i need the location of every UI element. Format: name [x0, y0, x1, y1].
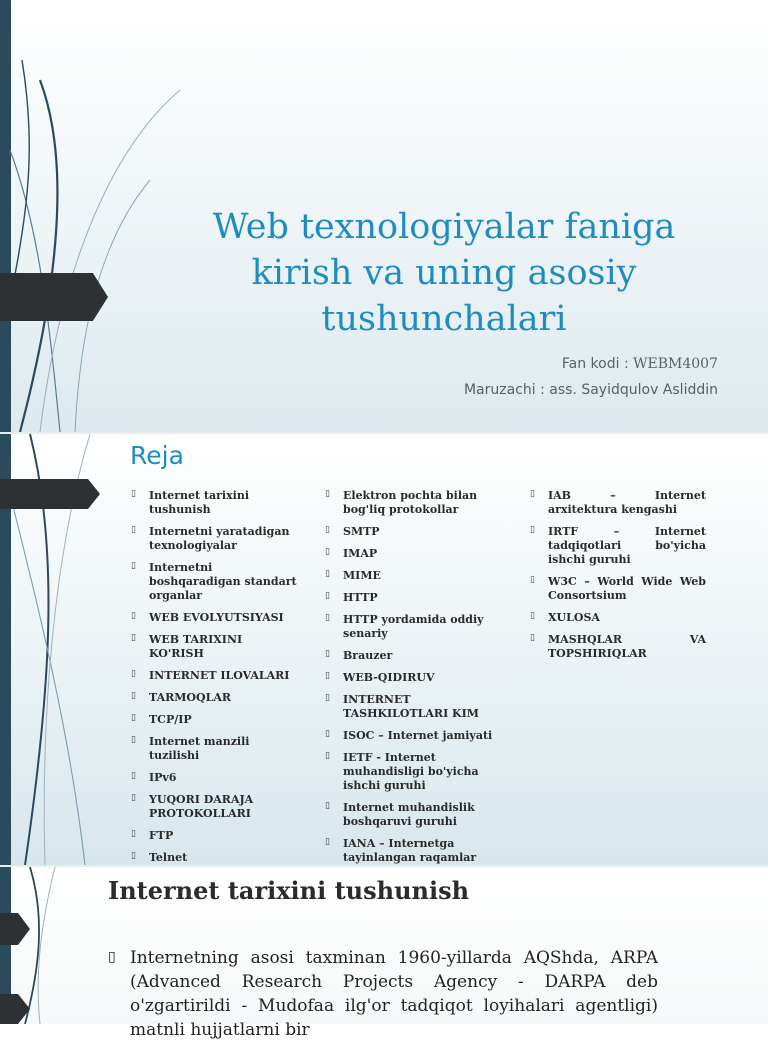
presenter-line: Maruzachi : ass. Sayidqulov Asliddin — [463, 382, 718, 398]
bullet-marker: ▯ — [131, 829, 136, 839]
bullet-marker: ▯ — [325, 693, 330, 703]
plan-list-item-text: Telnet — [149, 851, 188, 864]
plan-list-item-text: Internet manzili tuzilishi — [149, 735, 250, 762]
bullet-marker: ▯ — [325, 591, 330, 601]
plan-list-item-text: YUQORI DARAJA PROTOKOLLARI — [149, 793, 254, 820]
plan-list-item — [323, 649, 495, 663]
plan-list-item — [323, 547, 495, 561]
plan-list-item — [129, 561, 299, 603]
plan-list-item-text: XULOSA — [548, 611, 600, 624]
section-body-text: Internetning asosi taxminan 1960-yillarda AQShda, ARPA (Advanced Research Projects Agency - DARPA deb o'zgartirildi - Mudofaa ilg'or tadqiqot loyihalari agentligi) matnli hujjatlarni bir — [130, 948, 658, 1040]
plan-list-item-text: SMTP — [343, 525, 380, 538]
plan-list-column-2 — [323, 489, 495, 887]
bullet-marker: ▯ — [131, 611, 136, 621]
plan-list-item-text: IANA – Internetga tayinlangan raqamlar — [343, 837, 477, 864]
bullet-marker: ▯ — [325, 649, 330, 659]
bullet-marker: ▯ — [131, 713, 136, 723]
plan-list-item — [129, 525, 299, 553]
bullet-marker: ▯ — [131, 633, 136, 643]
plan-list-item-text: MASHQLAR VA TOPSHIRIQLAR — [548, 633, 706, 660]
plan-list-item — [528, 489, 706, 517]
plan-list-item-text: TARMOQLAR — [149, 691, 232, 704]
bullet-marker: ▯ — [325, 729, 330, 739]
plan-list-item-text: WEB EVOLYUTSIYASI — [149, 611, 284, 624]
plan-list-item-text: WEB TARIXINI KO'RISH — [149, 633, 243, 660]
section-title: Internet tarixini tushunish — [108, 876, 470, 905]
plan-list-column-3 — [528, 489, 706, 669]
plan-list-item — [528, 633, 706, 661]
plan-list-item-text: Internetni yaratadigan texnologiyalar — [149, 525, 290, 552]
bullet-marker: ▯ — [530, 575, 535, 585]
plan-list-item — [129, 793, 299, 821]
plan-list-column-1 — [129, 489, 299, 873]
content-slide — [0, 867, 768, 1040]
plan-list-item-text: Brauzer — [343, 649, 393, 662]
bullet-marker: ▯ — [530, 525, 535, 535]
plan-list-item — [129, 633, 299, 661]
plan-list-item — [129, 691, 299, 705]
course-code: WEBM4007 — [633, 356, 718, 372]
plan-list-item-text: IRTF – Internet tadqiqotlari bo'yicha ishchi guruhi — [548, 525, 706, 566]
presentation-title: Web texnologiyalar faniga kirish va uning asosiy tushunchalari — [212, 207, 676, 339]
plan-slide — [0, 434, 768, 865]
plan-list-item-text: INTERNET ILOVALARI — [149, 669, 290, 682]
bullet-marker: ▯ — [530, 633, 535, 643]
plan-list-item — [323, 751, 495, 793]
plan-list-item — [323, 525, 495, 539]
bullet-marker: ▯ — [131, 669, 136, 679]
bullet-marker: ▯ — [131, 691, 136, 701]
plan-list-item — [323, 693, 495, 721]
bullet-marker: ▯ — [325, 525, 330, 535]
course-code-line — [562, 356, 718, 372]
bullet-marker: ▯ — [325, 837, 330, 847]
plan-list-item — [129, 489, 299, 517]
plan-list-item-text: Internet muhandislik boshqaruvi guruhi — [343, 801, 475, 828]
plan-list-item — [528, 525, 706, 567]
plan-list-item-text: Internetni boshqaradigan standart organlar — [149, 561, 297, 602]
plan-list-item-text: INTERNET TASHKILOTLARI KIM — [343, 693, 479, 720]
plan-list-item — [129, 851, 299, 865]
bullet-marker: ▯ — [131, 525, 136, 535]
dark-tab-marker — [0, 479, 100, 509]
plan-list-item — [323, 801, 495, 829]
bullet-marker: ▯ — [325, 801, 330, 811]
bullet-marker: ▯ — [325, 547, 330, 557]
plan-list-item — [323, 489, 495, 517]
plan-list-item-text: IETF - Internet muhandisligi bo'yicha ishchi guruhi — [343, 751, 479, 792]
plan-list-item-text: IAB – Internet arxitektura kengashi — [548, 489, 706, 516]
bullet-marker: ▯ — [325, 671, 330, 681]
bullet-marker: ▯ — [131, 771, 136, 781]
plan-list-item-text: ISOC – Internet jamiyati — [343, 729, 493, 742]
plan-list-item — [323, 613, 495, 641]
plan-list-item-text: WEB-QIDIRUV — [343, 671, 435, 684]
plan-list-item — [323, 671, 495, 685]
bullet-marker: ▯ — [131, 851, 136, 861]
bullet-marker: ▯ — [530, 489, 535, 499]
plan-list-item-text: MIME — [343, 569, 381, 582]
dark-tab-marker — [0, 273, 108, 321]
plan-list-item — [528, 575, 706, 603]
plan-list-item-text: Internet tarixini tushunish — [149, 489, 250, 516]
bullet-marker: ▯ — [325, 489, 330, 499]
bullet-marker: ▯ — [325, 613, 330, 623]
course-code-label: Fan kodi : — [561, 356, 634, 372]
bullet-marker: ▯ — [108, 949, 116, 965]
plan-list-item-text: HTTP — [343, 591, 378, 604]
bullet-marker: ▯ — [131, 489, 136, 499]
bullet-marker: ▯ — [131, 793, 136, 803]
plan-list-item-text: FTP — [149, 829, 174, 842]
bullet-marker: ▯ — [325, 751, 330, 761]
plan-list-item-text: HTTP yordamida oddiy senariy — [343, 613, 484, 640]
bullet-marker: ▯ — [325, 569, 330, 579]
plan-list-item-text: IMAP — [343, 547, 378, 560]
plan-list-item-text: TCP/IP — [149, 713, 192, 726]
plan-list-item — [129, 611, 299, 625]
plan-list-item-text: W3C – World Wide Web Consortsium — [548, 575, 706, 602]
plan-list-item-text: Elektron pochta bilan bog'liq protokollar — [343, 489, 478, 516]
bullet-marker: ▯ — [131, 561, 136, 571]
plan-list-item — [323, 591, 495, 605]
plan-list-item — [129, 713, 299, 727]
bullet-marker: ▯ — [131, 735, 136, 745]
plan-heading: Reja — [130, 441, 184, 470]
plan-list-item — [129, 829, 299, 843]
bullet-marker: ▯ — [530, 611, 535, 621]
plan-list-item — [323, 729, 495, 743]
title-slide — [0, 0, 768, 432]
plan-list-item — [129, 669, 299, 683]
plan-list-item — [323, 569, 495, 583]
plan-list-item — [129, 735, 299, 763]
plan-list-item — [129, 771, 299, 785]
plan-list-item — [528, 611, 706, 625]
plan-list-item-text: IPv6 — [149, 771, 177, 784]
